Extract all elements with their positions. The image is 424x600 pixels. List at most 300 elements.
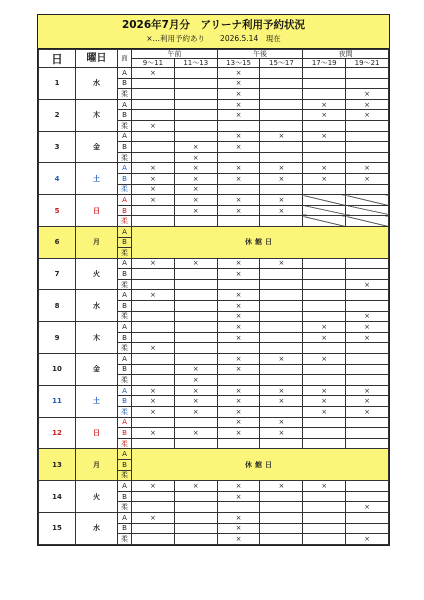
weekday-label: 水 [76, 68, 118, 100]
empty-slot [346, 417, 389, 428]
reservation-mark: × [260, 481, 303, 492]
empty-slot [174, 523, 217, 534]
reservation-mark: × [260, 258, 303, 269]
empty-slot [260, 152, 303, 163]
empty-slot [132, 205, 175, 216]
court-label: 柔 [118, 120, 132, 131]
empty-slot [346, 68, 389, 79]
empty-slot [303, 502, 346, 513]
reservation-mark: × [303, 396, 346, 407]
court-label: A [118, 290, 132, 301]
empty-slot [346, 269, 389, 280]
header-slot: 17～19 [303, 59, 346, 68]
court-label: B [118, 110, 132, 121]
court-label: A [118, 354, 132, 365]
empty-slot [174, 438, 217, 449]
empty-slot [132, 131, 175, 142]
empty-slot [174, 322, 217, 333]
reservation-mark: × [260, 385, 303, 396]
court-label: 柔 [118, 152, 132, 163]
empty-slot [132, 311, 175, 322]
empty-slot [260, 301, 303, 312]
reservation-mark: × [260, 396, 303, 407]
empty-slot [174, 131, 217, 142]
reservation-mark: × [260, 417, 303, 428]
reservation-mark: × [260, 428, 303, 439]
empty-slot [260, 491, 303, 502]
reservation-mark: × [132, 173, 175, 184]
empty-slot [346, 343, 389, 354]
empty-slot [346, 481, 389, 492]
empty-slot [260, 311, 303, 322]
empty-slot [303, 78, 346, 89]
day-number: 5 [39, 195, 76, 227]
weekday-label: 金 [76, 354, 118, 386]
header-weekday: 曜日 [76, 50, 118, 68]
empty-slot [346, 428, 389, 439]
reservation-mark: × [132, 407, 175, 418]
empty-slot [260, 184, 303, 195]
reservation-mark: × [346, 279, 389, 290]
reservation-mark: × [174, 195, 217, 206]
empty-slot [346, 142, 389, 153]
empty-slot [260, 89, 303, 100]
empty-slot [132, 78, 175, 89]
court-label: 柔 [118, 375, 132, 386]
day-number: 13 [39, 449, 76, 481]
empty-slot [303, 311, 346, 322]
reservation-mark: × [217, 99, 260, 110]
empty-slot [174, 491, 217, 502]
empty-slot [303, 417, 346, 428]
day-number: 8 [39, 290, 76, 322]
day-row [39, 322, 389, 333]
day-row [39, 354, 389, 365]
empty-slot [303, 523, 346, 534]
empty-slot [132, 491, 175, 502]
header-slot: 9～11 [132, 59, 175, 68]
unavailable-cell [303, 195, 346, 206]
empty-slot [346, 354, 389, 365]
court-label: 柔 [118, 343, 132, 354]
court-label: 柔 [118, 534, 132, 545]
empty-slot [174, 290, 217, 301]
reservation-mark: × [303, 110, 346, 121]
reservation-mark: × [217, 407, 260, 418]
reservation-mark: × [132, 385, 175, 396]
empty-slot [260, 120, 303, 131]
weekday-label: 火 [76, 258, 118, 290]
reservation-mark: × [217, 78, 260, 89]
reservation-mark: × [303, 481, 346, 492]
reservation-body [39, 68, 389, 545]
empty-slot [260, 512, 303, 523]
empty-slot [132, 99, 175, 110]
empty-slot [260, 407, 303, 418]
court-label: A [118, 163, 132, 174]
empty-slot [346, 258, 389, 269]
empty-slot [174, 279, 217, 290]
empty-slot [217, 438, 260, 449]
empty-slot [303, 152, 346, 163]
reservation-mark: × [260, 354, 303, 365]
unavailable-cell [303, 205, 346, 216]
weekday-label: 木 [76, 99, 118, 131]
reservation-mark: × [217, 354, 260, 365]
reservation-mark: × [303, 332, 346, 343]
reservation-mark: × [217, 258, 260, 269]
empty-slot [260, 502, 303, 513]
reservation-mark: × [174, 142, 217, 153]
reservation-mark: × [217, 290, 260, 301]
court-label: B [118, 237, 132, 248]
empty-slot [174, 301, 217, 312]
court-label: B [118, 78, 132, 89]
reservation-mark: × [346, 502, 389, 513]
reservation-mark: × [303, 173, 346, 184]
empty-slot [217, 152, 260, 163]
empty-slot [346, 78, 389, 89]
day-number: 14 [39, 481, 76, 513]
day-number: 7 [39, 258, 76, 290]
weekday-label: 水 [76, 512, 118, 544]
empty-slot [174, 332, 217, 343]
reservation-mark: × [260, 163, 303, 174]
reservation-table [38, 49, 389, 545]
reservation-mark: × [174, 375, 217, 386]
reservation-mark: × [217, 311, 260, 322]
reservation-mark: × [217, 195, 260, 206]
reservation-mark: × [346, 396, 389, 407]
court-label: A [118, 512, 132, 523]
empty-slot [346, 364, 389, 375]
reservation-mark: × [132, 343, 175, 354]
reservation-mark: × [132, 68, 175, 79]
day-number: 15 [39, 512, 76, 544]
empty-slot [260, 523, 303, 534]
reservation-mark: × [174, 481, 217, 492]
reservation-mark: × [132, 120, 175, 131]
day-number: 9 [39, 322, 76, 354]
day-number: 1 [39, 68, 76, 100]
sheet-subtitle: ×…利用予約あり 2026.5.14 現在 [146, 34, 281, 43]
reservation-mark: × [217, 110, 260, 121]
reservation-mark: × [132, 184, 175, 195]
day-row [39, 449, 389, 460]
empty-slot [260, 375, 303, 386]
empty-slot [260, 343, 303, 354]
empty-slot [303, 89, 346, 100]
empty-slot [132, 110, 175, 121]
empty-slot [132, 142, 175, 153]
court-label: 柔 [118, 279, 132, 290]
empty-slot [260, 78, 303, 89]
day-number: 4 [39, 163, 76, 195]
court-label: B [118, 269, 132, 280]
header-row-groups [39, 50, 389, 59]
reservation-mark: × [260, 173, 303, 184]
empty-slot [132, 438, 175, 449]
reservation-mark: × [217, 142, 260, 153]
reservation-mark: × [217, 163, 260, 174]
empty-slot [174, 68, 217, 79]
empty-slot [346, 290, 389, 301]
empty-slot [132, 152, 175, 163]
reservation-mark: × [260, 131, 303, 142]
reservation-mark: × [174, 428, 217, 439]
empty-slot [303, 512, 346, 523]
sheet-title: 2026年7月分 アリーナ利用予約状況 [121, 19, 306, 31]
empty-slot [260, 99, 303, 110]
reservation-mark: × [217, 68, 260, 79]
empty-slot [174, 311, 217, 322]
court-label: B [118, 396, 132, 407]
reservation-mark: × [217, 322, 260, 333]
unavailable-cell [346, 216, 389, 227]
day-row [39, 163, 389, 174]
empty-slot [174, 269, 217, 280]
empty-slot [174, 99, 217, 110]
header-court: 面 [118, 50, 132, 68]
reservation-sheet [37, 14, 390, 546]
empty-slot [303, 290, 346, 301]
reservation-mark: × [217, 301, 260, 312]
empty-slot [303, 534, 346, 545]
reservation-mark: × [346, 163, 389, 174]
unavailable-cell [303, 216, 346, 227]
reservation-mark: × [132, 290, 175, 301]
empty-slot [217, 216, 260, 227]
empty-slot [132, 332, 175, 343]
empty-slot [346, 120, 389, 131]
court-label: A [118, 99, 132, 110]
reservation-mark: × [303, 322, 346, 333]
reservation-mark: × [217, 364, 260, 375]
reservation-mark: × [174, 396, 217, 407]
court-label: B [118, 491, 132, 502]
day-row [39, 417, 389, 428]
court-label: 柔 [118, 311, 132, 322]
court-label: B [118, 523, 132, 534]
reservation-mark: × [346, 99, 389, 110]
court-label: B [118, 301, 132, 312]
reservation-mark: × [132, 512, 175, 523]
weekday-label: 月 [76, 449, 118, 481]
reservation-mark: × [217, 205, 260, 216]
day-number: 11 [39, 385, 76, 417]
reservation-mark: × [174, 205, 217, 216]
closed-notice: 休館日 [132, 226, 389, 258]
day-row [39, 290, 389, 301]
reservation-mark: × [217, 396, 260, 407]
empty-slot [303, 120, 346, 131]
reservation-mark: × [217, 523, 260, 534]
empty-slot [346, 301, 389, 312]
empty-slot [174, 354, 217, 365]
day-row [39, 512, 389, 523]
court-label: A [118, 417, 132, 428]
court-label: 柔 [118, 407, 132, 418]
reservation-mark: × [217, 512, 260, 523]
weekday-label: 日 [76, 417, 118, 449]
court-label: 柔 [118, 502, 132, 513]
weekday-label: 土 [76, 163, 118, 195]
empty-slot [260, 269, 303, 280]
court-label: B [118, 332, 132, 343]
empty-slot [346, 375, 389, 386]
empty-slot [346, 152, 389, 163]
empty-slot [217, 120, 260, 131]
court-label: 柔 [118, 248, 132, 259]
weekday-label: 日 [76, 195, 118, 227]
reservation-mark: × [346, 534, 389, 545]
reservation-mark: × [174, 407, 217, 418]
reservation-mark: × [174, 385, 217, 396]
empty-slot [260, 364, 303, 375]
empty-slot [217, 279, 260, 290]
day-number: 3 [39, 131, 76, 163]
weekday-label: 木 [76, 322, 118, 354]
court-label: B [118, 173, 132, 184]
court-label: 柔 [118, 89, 132, 100]
empty-slot [346, 131, 389, 142]
day-row [39, 258, 389, 269]
empty-slot [132, 322, 175, 333]
reservation-mark: × [217, 332, 260, 343]
reservation-mark: × [217, 534, 260, 545]
day-number: 10 [39, 354, 76, 386]
empty-slot [346, 184, 389, 195]
empty-slot [346, 523, 389, 534]
court-label: B [118, 428, 132, 439]
empty-slot [174, 110, 217, 121]
empty-slot [303, 269, 346, 280]
reservation-mark: × [217, 385, 260, 396]
empty-slot [174, 502, 217, 513]
court-label: A [118, 449, 132, 460]
reservation-mark: × [346, 110, 389, 121]
reservation-mark: × [303, 407, 346, 418]
empty-slot [132, 269, 175, 280]
court-label: A [118, 258, 132, 269]
empty-slot [303, 491, 346, 502]
empty-slot [174, 120, 217, 131]
empty-slot [260, 534, 303, 545]
empty-slot [174, 216, 217, 227]
unavailable-cell [346, 205, 389, 216]
day-row [39, 68, 389, 79]
reservation-mark: × [303, 163, 346, 174]
empty-slot [303, 364, 346, 375]
day-number: 6 [39, 226, 76, 258]
empty-slot [132, 375, 175, 386]
empty-slot [260, 110, 303, 121]
empty-slot [174, 343, 217, 354]
court-label: A [118, 226, 132, 237]
empty-slot [174, 89, 217, 100]
weekday-label: 水 [76, 290, 118, 322]
header-group-night: 夜間 [303, 50, 389, 59]
reservation-mark: × [303, 385, 346, 396]
day-number: 2 [39, 99, 76, 131]
empty-slot [174, 512, 217, 523]
empty-slot [260, 68, 303, 79]
court-label: 柔 [118, 438, 132, 449]
empty-slot [132, 301, 175, 312]
court-label: A [118, 322, 132, 333]
empty-slot [132, 502, 175, 513]
empty-slot [132, 523, 175, 534]
court-label: A [118, 131, 132, 142]
court-label: B [118, 205, 132, 216]
sheet-header [38, 15, 389, 49]
empty-slot [346, 512, 389, 523]
reservation-mark: × [346, 407, 389, 418]
court-label: A [118, 385, 132, 396]
court-label: B [118, 142, 132, 153]
court-label: B [118, 364, 132, 375]
reservation-mark: × [217, 428, 260, 439]
empty-slot [132, 216, 175, 227]
header-slot: 15～17 [260, 59, 303, 68]
empty-slot [260, 332, 303, 343]
empty-slot [303, 343, 346, 354]
header-slot: 13～15 [217, 59, 260, 68]
reservation-mark: × [260, 205, 303, 216]
reservation-mark: × [346, 173, 389, 184]
court-label: 柔 [118, 216, 132, 227]
empty-slot [303, 428, 346, 439]
empty-slot [132, 279, 175, 290]
empty-slot [303, 68, 346, 79]
empty-slot [260, 438, 303, 449]
empty-slot [260, 142, 303, 153]
empty-slot [303, 301, 346, 312]
empty-slot [303, 279, 346, 290]
day-row [39, 481, 389, 492]
empty-slot [217, 375, 260, 386]
day-row [39, 195, 389, 206]
header-slot: 19～21 [346, 59, 389, 68]
empty-slot [132, 354, 175, 365]
reservation-mark: × [132, 481, 175, 492]
reservation-mark: × [174, 184, 217, 195]
reservation-mark: × [217, 417, 260, 428]
empty-slot [260, 322, 303, 333]
reservation-mark: × [346, 332, 389, 343]
header-day: 日 [39, 50, 76, 68]
reservation-mark: × [303, 354, 346, 365]
reservation-mark: × [346, 385, 389, 396]
reservation-mark: × [346, 311, 389, 322]
reservation-mark: × [132, 428, 175, 439]
empty-slot [174, 417, 217, 428]
empty-slot [217, 343, 260, 354]
day-number: 12 [39, 417, 76, 449]
empty-slot [132, 534, 175, 545]
reservation-mark: × [346, 322, 389, 333]
reservation-mark: × [132, 195, 175, 206]
empty-slot [217, 502, 260, 513]
day-row [39, 226, 389, 237]
header-group-morning: 午前 [132, 50, 218, 59]
weekday-label: 土 [76, 385, 118, 417]
day-row [39, 385, 389, 396]
empty-slot [132, 89, 175, 100]
empty-slot [260, 279, 303, 290]
court-label: A [118, 481, 132, 492]
reservation-mark: × [260, 195, 303, 206]
